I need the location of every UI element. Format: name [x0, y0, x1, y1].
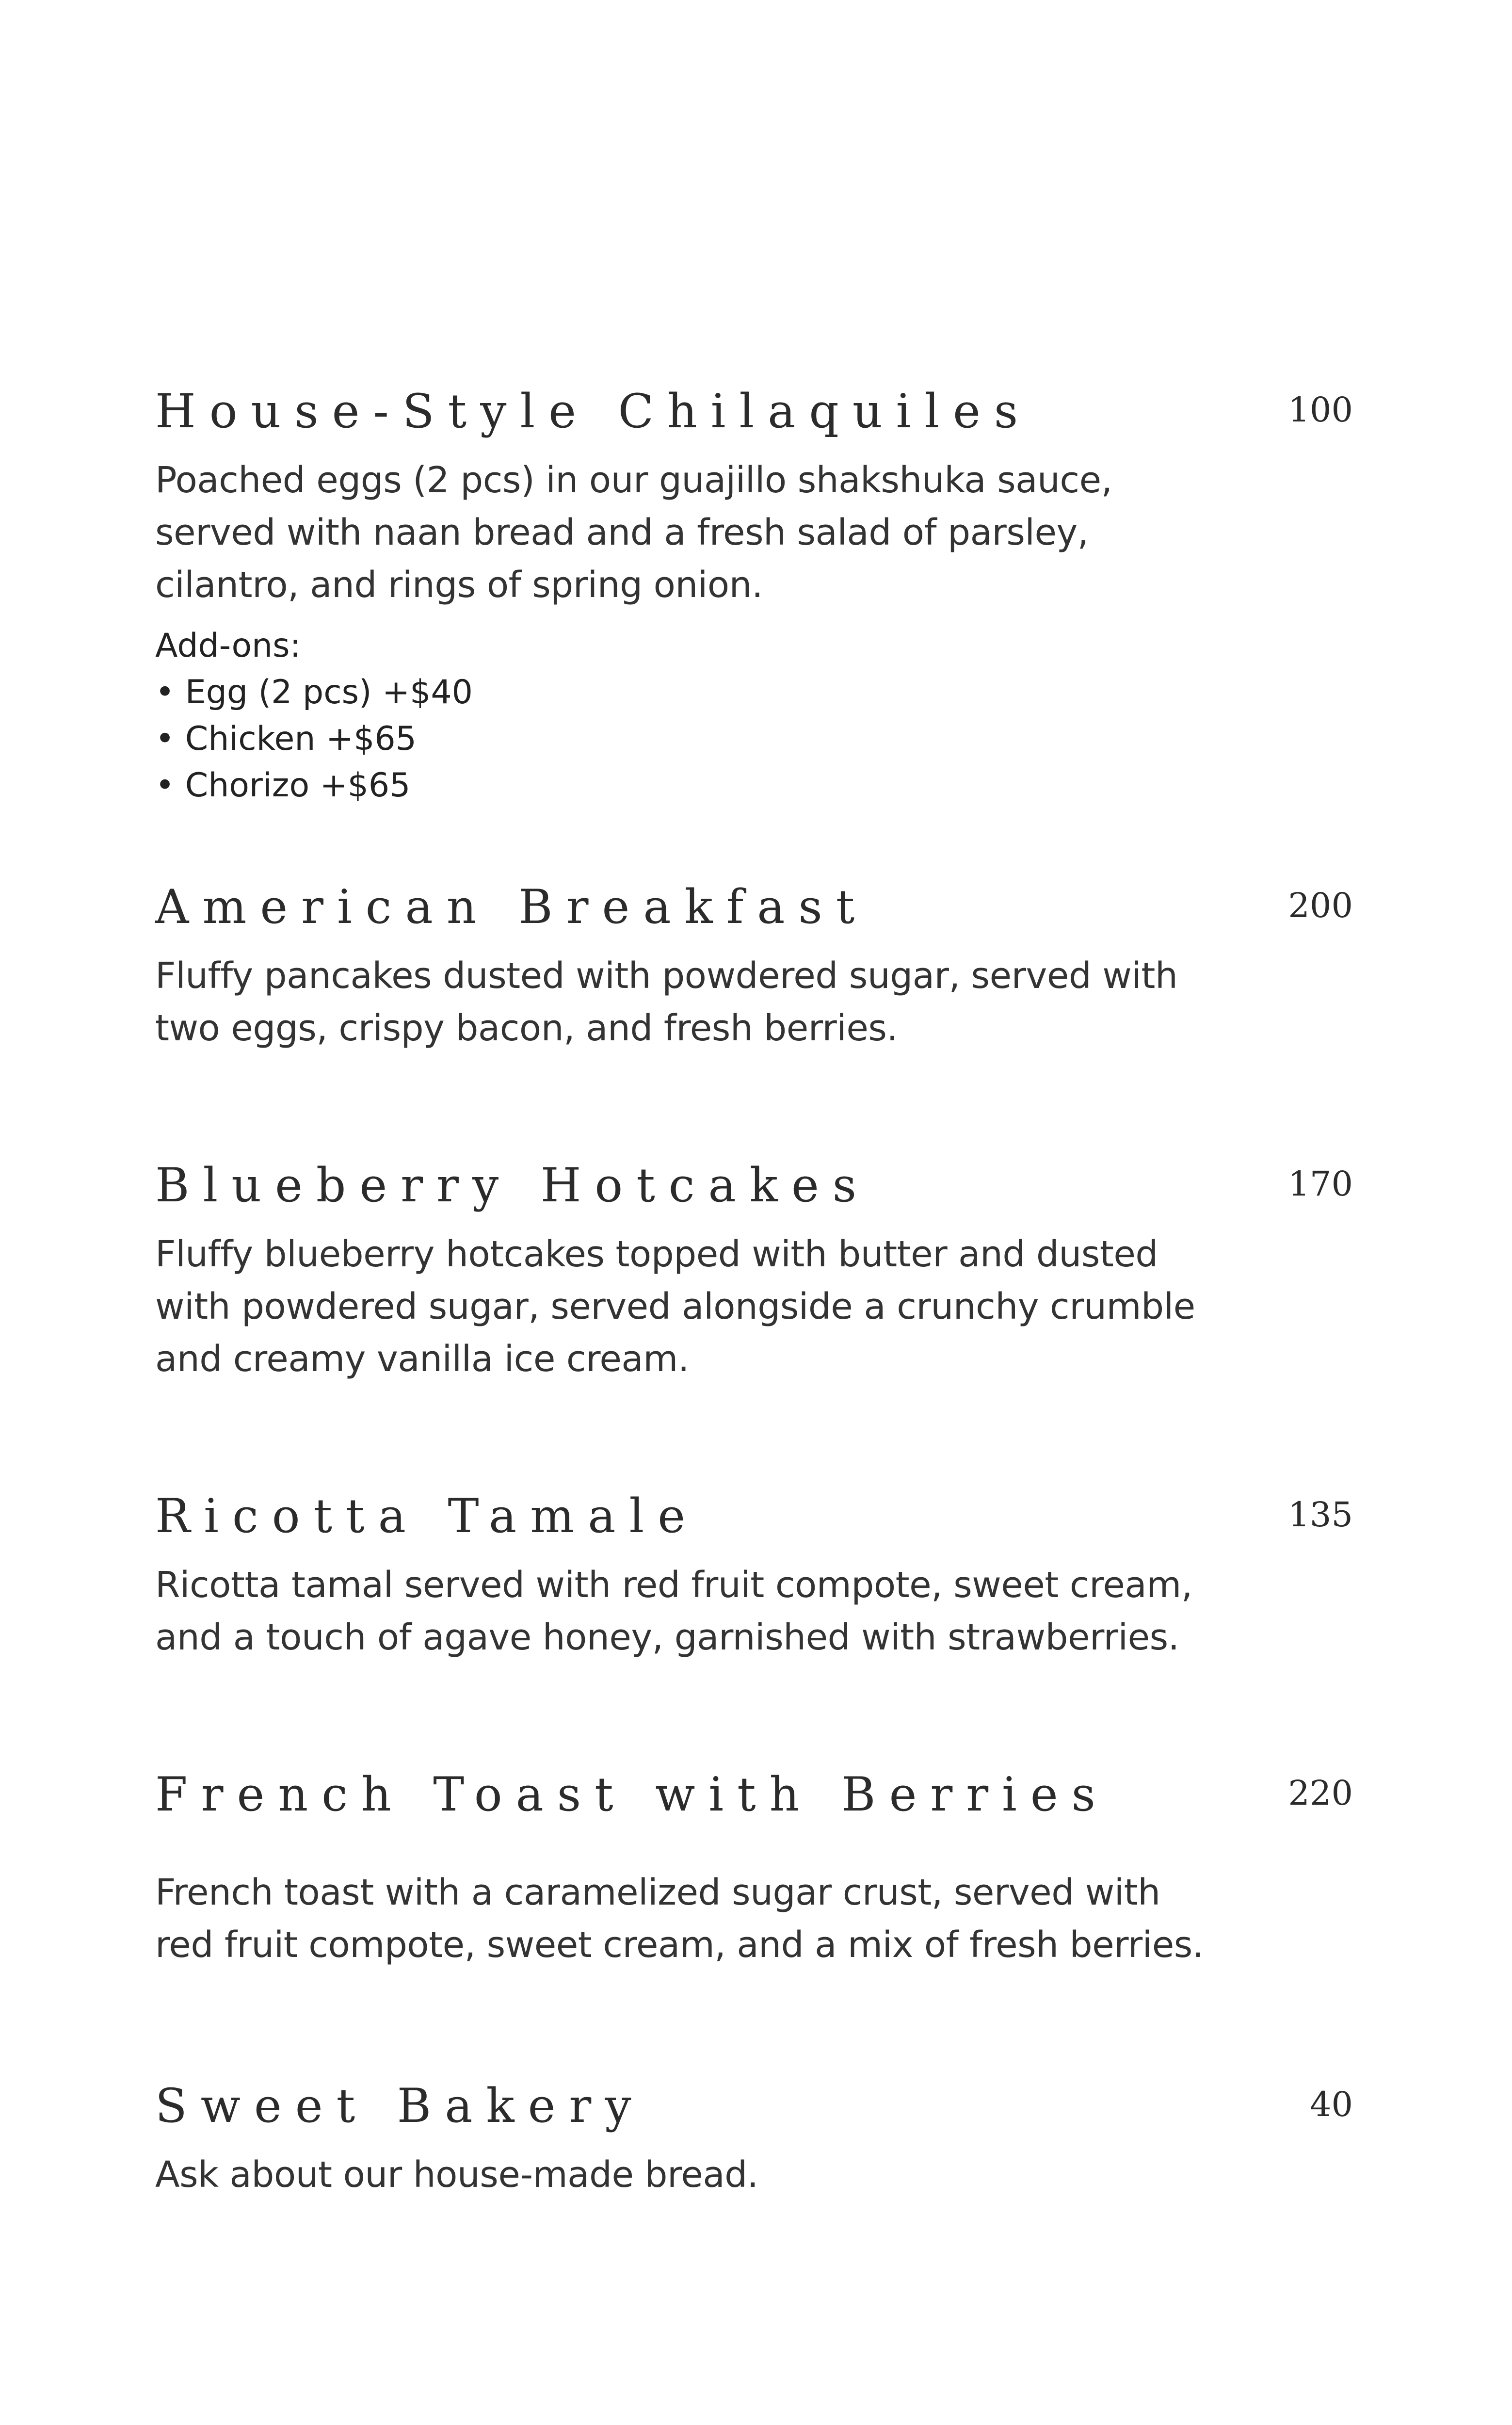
- item-price: 220: [1288, 1773, 1353, 1813]
- item-description: French toast with a caramelized sugar crust, served with red fruit compote, sweet cream, and a mix of fresh berries.: [155, 1872, 1204, 1966]
- addon-item: • Egg (2 pcs) +$40: [155, 669, 1353, 716]
- menu-item-chilaquiles: [155, 384, 1353, 809]
- item-title: French Toast with Berries: [155, 1767, 1109, 1822]
- item-price: 100: [1288, 390, 1353, 430]
- addons-label: Add-ons:: [155, 627, 301, 665]
- item-title: American Breakfast: [155, 880, 869, 934]
- item-description: Fluffy blueberry hotcakes topped with butter and dusted with powdered sugar, served alongside a crunchy crumble and creamy vanilla ice cream.: [155, 1233, 1195, 1380]
- addons-list: [155, 623, 1353, 809]
- addon-item: • Chorizo +$65: [155, 762, 1353, 809]
- item-price: 170: [1288, 1164, 1353, 1204]
- item-description: Ask about our house-made bread.: [155, 2154, 758, 2196]
- menu-item-sweet-bakery: [155, 2079, 1353, 2201]
- item-description: Poached eggs (2 pcs) in our guajillo shakshuka sauce, served with naan bread and a fresh salad of parsley, cilantro, and rings of spring onion.: [155, 459, 1112, 606]
- item-price: 135: [1288, 1495, 1353, 1535]
- item-description: Fluffy pancakes dusted with powdered sugar, served with two eggs, crispy bacon, and fresh berries.: [155, 955, 1178, 1049]
- item-title: House-Style Chilaquiles: [155, 384, 1032, 438]
- menu-item-ricotta-tamale: [155, 1489, 1353, 1664]
- menu-item-french-toast: [155, 1767, 1353, 1971]
- item-price: 200: [1288, 886, 1353, 925]
- item-title: Sweet Bakery: [155, 2079, 645, 2133]
- item-title: Blueberry Hotcakes: [155, 1158, 870, 1212]
- item-title: Ricotta Tamale: [155, 1489, 699, 1543]
- addon-item: • Chicken +$65: [155, 716, 1353, 762]
- item-description: Ricotta tamal served with red fruit compote, sweet cream, and a touch of agave honey, garnished with strawberries.: [155, 1564, 1192, 1658]
- menu-item-blueberry-hotcakes: [155, 1158, 1353, 1385]
- menu-item-american-breakfast: [155, 880, 1353, 1054]
- item-price: 40: [1309, 2085, 1353, 2124]
